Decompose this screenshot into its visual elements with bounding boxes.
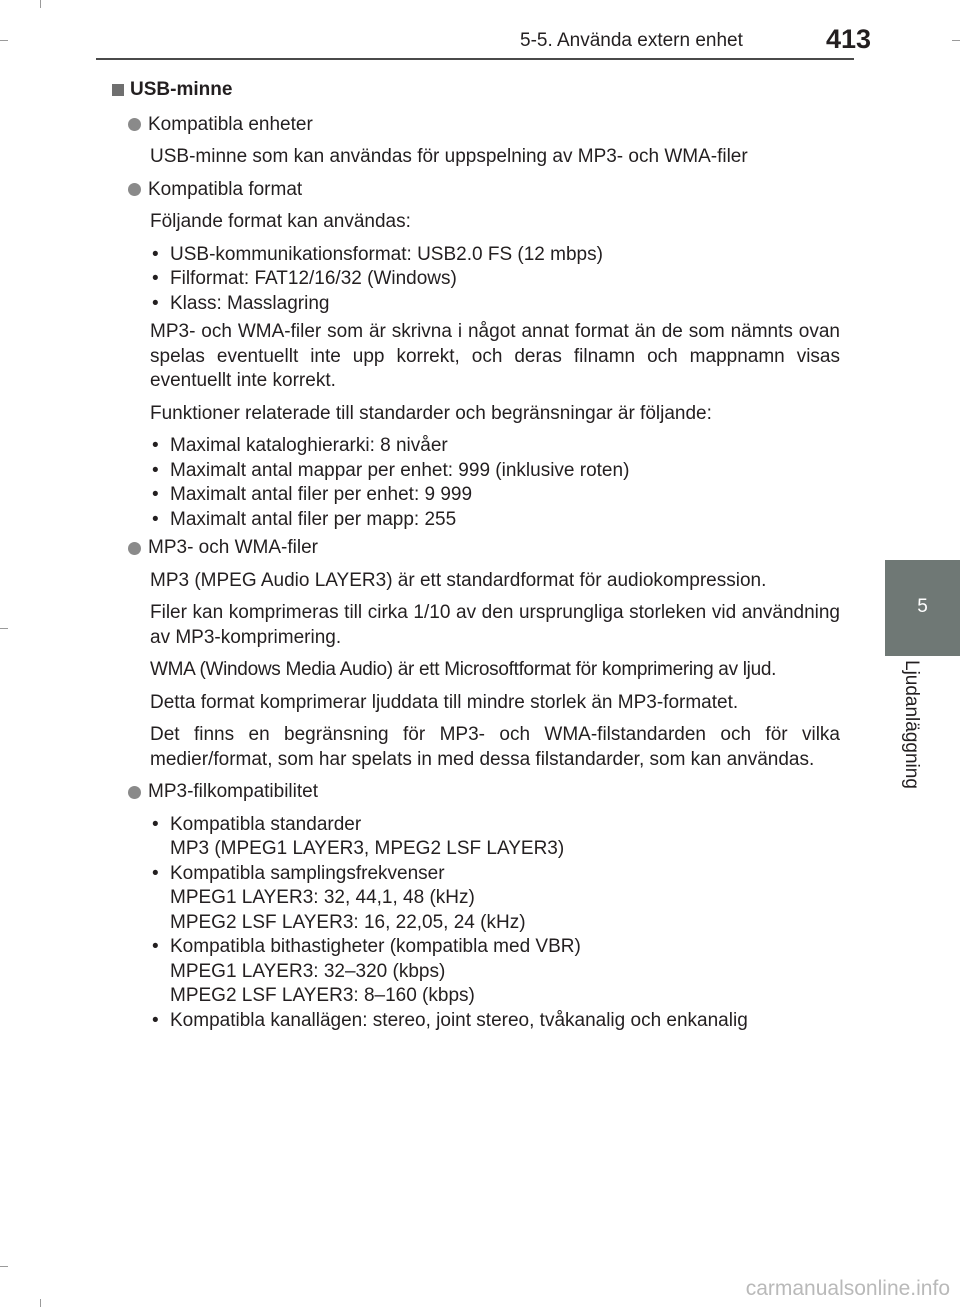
circle-bullet-icon: [128, 786, 141, 799]
paragraph: MP3 (MPEG Audio LAYER3) är ett standardformat för audiokompression.: [150, 569, 767, 591]
page-content: [112, 78, 840, 1037]
list-item: • USB-kommunikationsformat: USB2.0 FS (12 mbps): [150, 243, 840, 268]
section-header: 5-5. Använda extern enhet: [520, 30, 743, 51]
subsection-heading: [128, 113, 840, 138]
list-item: • Maximalt antal filer per mapp: 255: [150, 508, 840, 533]
list-item: [150, 862, 840, 936]
list-item-label: • Kompatibla standarder: [170, 813, 362, 835]
section-title: USB-minne: [130, 79, 233, 100]
list-item: [150, 935, 840, 1009]
paragraph: WMA (Windows Media Audio) är ett Microsoftformat för komprimering av ljud.: [150, 659, 777, 680]
list-item: [150, 1009, 840, 1034]
list-item-label: • Kompatibla kanallägen: stereo, joint stereo, tvåkanalig och enkanalig: [170, 1009, 748, 1031]
paragraph: USB-minne som kan användas för uppspelning av MP3- och WMA-filer: [150, 146, 748, 167]
paragraph: Följande format kan användas:: [150, 211, 411, 232]
paragraph: Detta format komprimerar ljuddata till mindre storlek än MP3-formatet.: [150, 691, 739, 713]
paragraph: Funktioner relaterade till standarder och begränsningar är följande:: [150, 402, 712, 424]
circle-bullet-icon: [128, 118, 141, 131]
paragraph: Det finns en begränsning för MP3- och WMA-filstandarden och för vilka medier/format, som har spelats in med dessa filstandarder, som kan användas.: [150, 724, 840, 770]
subsection-heading: [128, 536, 840, 561]
circle-bullet-icon: [128, 183, 141, 196]
paragraph: MP3- och WMA-filer som är skrivna i något annat format än de som nämnts ovan spelas eventuellt inte upp korrekt, och deras filnamn och mappnamn visas eventuellt inte korrekt.: [150, 321, 840, 391]
list-item-detail: MPEG1 LAYER3: 32, 44,1, 48 (kHz): [170, 887, 475, 908]
list-item: • Maximalt antal mappar per enhet: 999 (inklusive roten): [150, 459, 840, 484]
crop-mark: [40, 1299, 41, 1307]
format-list: [150, 243, 840, 317]
list-item-detail: MPEG2 LSF LAYER3: 8–160 (kbps): [170, 985, 475, 1006]
paragraph: Filer kan komprimeras till cirka 1/10 av den ursprungliga storleken vid användning av MP3-komprimering.: [150, 602, 840, 648]
list-item: • Klass: Masslagring: [150, 292, 840, 317]
chapter-number: 5: [917, 596, 928, 617]
chapter-title: Ljudanläggning: [901, 660, 922, 789]
list-item: • Maximalt antal filer per enhet: 9 999: [150, 483, 840, 508]
subsection-title: MP3-filkompatibilitet: [148, 781, 318, 802]
subsection-heading: [128, 780, 840, 805]
list-item: • Maximal kataloghierarki: 8 nivåer: [150, 434, 840, 459]
list-item-detail: MPEG2 LSF LAYER3: 16, 22,05, 24 (kHz): [170, 911, 526, 933]
crop-mark: [0, 628, 8, 629]
subsection-title: MP3- och WMA-filer: [148, 537, 318, 558]
list-item: • Filformat: FAT12/16/32 (Windows): [150, 267, 840, 292]
list-item-detail: MP3 (MPEG1 LAYER3, MPEG2 LSF LAYER3): [170, 838, 565, 859]
list-item-label: • Kompatibla samplingsfrekvenser: [170, 862, 445, 884]
circle-bullet-icon: [128, 542, 141, 555]
crop-mark: [0, 40, 8, 41]
watermark: carmanualsonline.info: [745, 1277, 950, 1300]
list-item: [150, 813, 840, 862]
subsection-heading: [128, 178, 840, 203]
crop-mark: [40, 0, 41, 8]
list-item-label: • Kompatibla bithastigheter (kompatibla med VBR): [170, 936, 581, 957]
square-bullet-icon: [112, 84, 124, 96]
section-heading: [112, 78, 840, 103]
limits-list: [150, 434, 840, 532]
page-number: 413: [826, 24, 872, 54]
crop-mark: [952, 40, 960, 41]
compat-list: [150, 813, 840, 1034]
header-rule: [96, 58, 854, 60]
list-item-detail: MPEG1 LAYER3: 32–320 (kbps): [170, 960, 446, 982]
subsection-title: Kompatibla enheter: [148, 113, 313, 135]
subsection-title: Kompatibla format: [148, 178, 303, 200]
crop-mark: [0, 1266, 8, 1267]
